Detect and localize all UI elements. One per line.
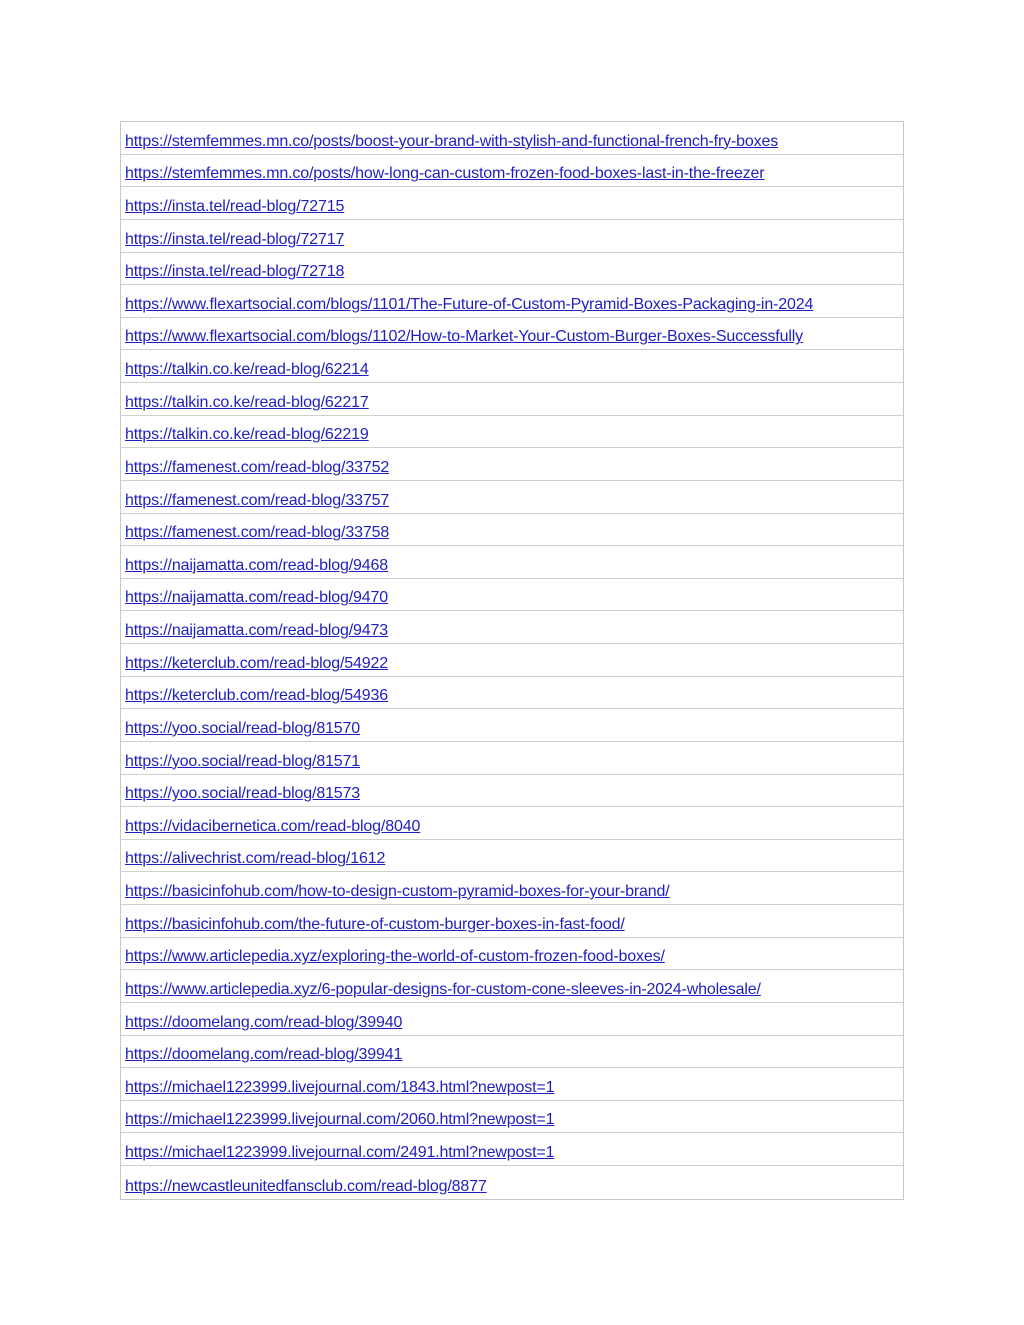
link[interactable]: https://naijamatta.com/read-blog/9470 [125, 589, 389, 607]
table-row [121, 416, 903, 449]
link[interactable]: https://doomelang.com/read-blog/39941 [125, 1046, 403, 1064]
table-row [121, 514, 903, 547]
link[interactable]: https://famenest.com/read-blog/33752 [125, 458, 390, 476]
link[interactable]: https://yoo.social/read-blog/81571 [125, 752, 361, 770]
link[interactable]: https://insta.tel/read-blog/72718 [125, 263, 345, 281]
table-row [121, 611, 903, 644]
link-table [120, 121, 904, 1200]
link[interactable]: https://naijamatta.com/read-blog/9468 [125, 556, 389, 574]
link[interactable]: https://basicinfohub.com/the-future-of-custom-burger-boxes-in-fast-food/ [125, 915, 625, 933]
link[interactable]: https://talkin.co.ke/read-blog/62217 [125, 393, 369, 411]
table-row [121, 840, 903, 873]
table-row [121, 1133, 903, 1166]
link[interactable]: https://yoo.social/read-blog/81570 [125, 719, 361, 737]
table-row [121, 220, 903, 253]
table-row [121, 155, 903, 188]
table-row [121, 1003, 903, 1036]
table-row [121, 481, 903, 514]
link[interactable]: https://insta.tel/read-blog/72717 [125, 230, 345, 248]
table-row [121, 448, 903, 481]
link[interactable]: https://naijamatta.com/read-blog/9473 [125, 622, 389, 639]
link[interactable]: https://doomelang.com/read-blog/39940 [125, 1013, 403, 1031]
link[interactable]: https://keterclub.com/read-blog/54922 [125, 654, 389, 672]
link[interactable]: https://www.flexartsocial.com/blogs/1102/How-to-Market-Your-Custom-Burger-Boxes-Successfully [125, 328, 804, 346]
table-row [121, 350, 903, 383]
link[interactable]: https://basicinfohub.com/how-to-design-custom-pyramid-boxes-for-your-brand/ [125, 883, 670, 900]
table-row [121, 285, 903, 318]
link[interactable]: https://famenest.com/read-blog/33757 [125, 491, 390, 509]
link[interactable]: https://talkin.co.ke/read-blog/62219 [125, 426, 369, 444]
table-row [121, 546, 903, 579]
link[interactable]: https://insta.tel/read-blog/72715 [125, 197, 345, 215]
link[interactable]: https://michael1223999.livejournal.com/1843.html?newpost=1 [125, 1078, 555, 1096]
link[interactable]: https://keterclub.com/read-blog/54936 [125, 687, 389, 705]
table-row [121, 1101, 903, 1134]
link[interactable]: https://www.articlepedia.xyz/6-popular-designs-for-custom-cone-sleeves-in-2024-wholesale/ [125, 980, 761, 998]
link[interactable]: https://alivechrist.com/read-blog/1612 [125, 850, 386, 868]
table-row [121, 807, 903, 840]
table-row [121, 938, 903, 971]
table-row [121, 677, 903, 710]
link[interactable]: https://www.articlepedia.xyz/exploring-the-world-of-custom-frozen-food-boxes/ [125, 948, 665, 966]
table-row [121, 1166, 903, 1199]
table-row [121, 905, 903, 938]
table-row [121, 318, 903, 351]
table-row [121, 579, 903, 612]
table-row [121, 122, 903, 155]
link[interactable]: https://michael1223999.livejournal.com/2060.html?newpost=1 [125, 1111, 555, 1129]
table-row [121, 1036, 903, 1069]
table-row [121, 253, 903, 286]
table-row [121, 775, 903, 808]
link[interactable]: https://talkin.co.ke/read-blog/62214 [125, 361, 369, 378]
link[interactable]: https://www.flexartsocial.com/blogs/1101/The-Future-of-Custom-Pyramid-Boxes-Packaging-in-2024 [125, 295, 814, 313]
table-row [121, 709, 903, 742]
link[interactable]: https://famenest.com/read-blog/33758 [125, 524, 390, 542]
link[interactable]: https://stemfemmes.mn.co/posts/boost-your-brand-with-stylish-and-functional-french-fry-boxes [125, 132, 779, 150]
table-row [121, 383, 903, 416]
link[interactable]: https://michael1223999.livejournal.com/2491.html?newpost=1 [125, 1144, 555, 1161]
link[interactable]: https://stemfemmes.mn.co/posts/how-long-can-custom-frozen-food-boxes-last-in-the-freezer [125, 165, 765, 183]
table-row [121, 872, 903, 905]
link[interactable]: https://vidacibernetica.com/read-blog/8040 [125, 817, 421, 835]
table-row [121, 970, 903, 1003]
table-row [121, 644, 903, 677]
table-row [121, 187, 903, 220]
link[interactable]: https://yoo.social/read-blog/81573 [125, 785, 361, 803]
link[interactable]: https://newcastleunitedfansclub.com/read-blog/8877 [125, 1177, 487, 1195]
table-row [121, 1068, 903, 1101]
table-row [121, 742, 903, 775]
